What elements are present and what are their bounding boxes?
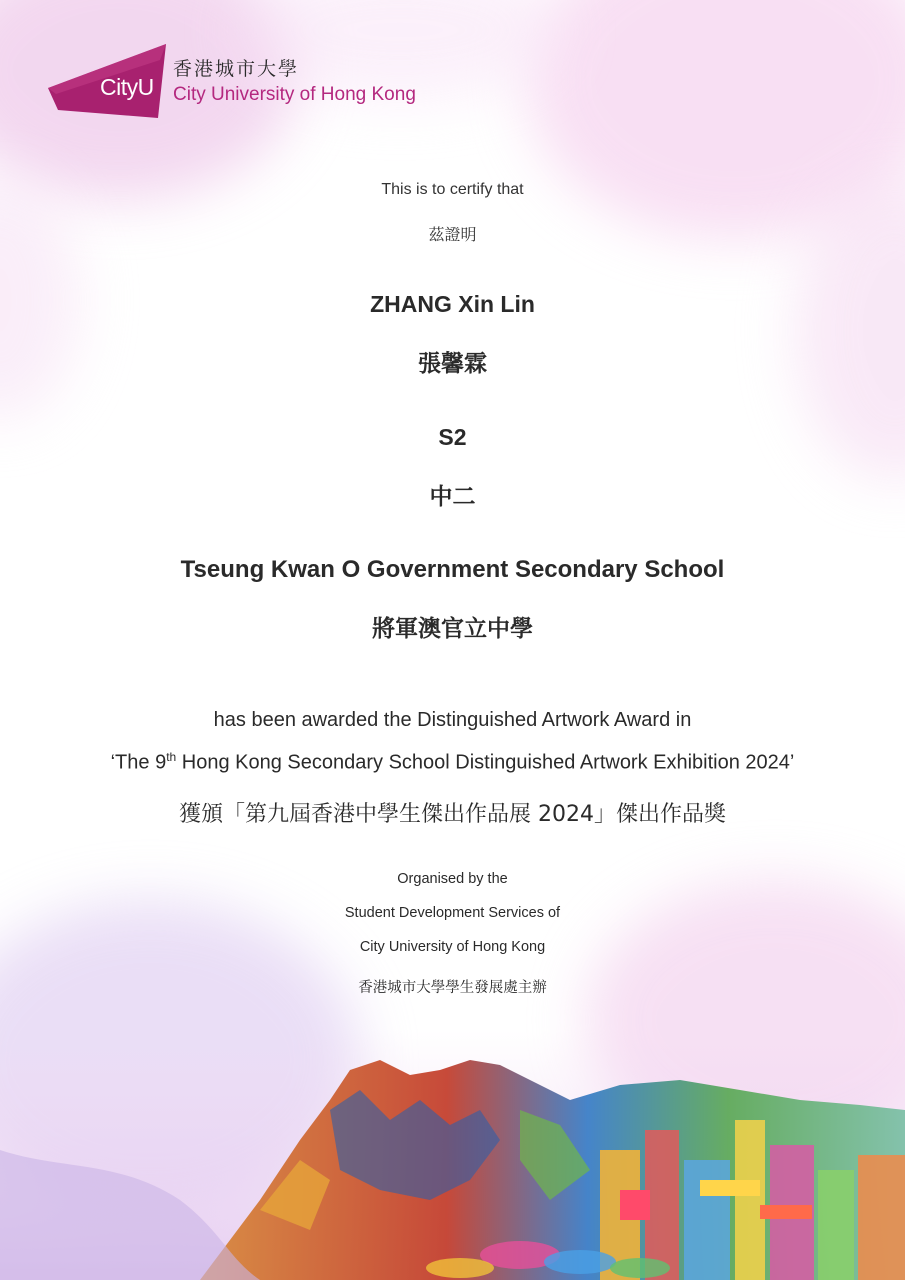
- certify-text-zh: 茲證明: [428, 225, 477, 244]
- organiser-line-1: Organised by the: [397, 871, 508, 887]
- school-name-zh: 將軍澳官立中學: [372, 616, 533, 642]
- award-zh: 獲頒「第九屆香港中學生傑出作品展 2024」傑出作品獎: [179, 802, 726, 827]
- cityu-logo: [48, 44, 468, 124]
- grade-en: S2: [438, 424, 467, 450]
- recipient-name-zh: 張馨霖: [418, 351, 487, 377]
- school-name-en: Tseung Kwan O Government Secondary School: [180, 556, 725, 583]
- award-line-2: [0, 750, 905, 775]
- university-name-en: City University of Hong Kong: [173, 84, 416, 105]
- lion-rock-painting-icon: [0, 1030, 905, 1280]
- logo-mark-text: CityU: [100, 74, 154, 100]
- certify-text-en: This is to certify that: [381, 181, 524, 198]
- award-line-2-prefix: ‘The 9: [110, 751, 167, 774]
- award-line-2-suffix: Hong Kong Secondary School Distinguished Artwork Exhibition 2024’: [176, 751, 795, 774]
- organiser-line-zh: 香港城市大學學生發展處主辦: [358, 980, 547, 996]
- award-line-2-sup: th: [166, 750, 177, 764]
- university-name-zh: 香港城市大學: [173, 58, 300, 80]
- grade-zh: 中二: [429, 484, 476, 510]
- organiser-line-2: Student Development Services of: [344, 905, 561, 921]
- organiser-line-3: City University of Hong Kong: [359, 939, 546, 955]
- recipient-name-en: ZHANG Xin Lin: [370, 291, 535, 317]
- award-line-1: has been awarded the Distinguished Artwork Award in: [213, 709, 692, 731]
